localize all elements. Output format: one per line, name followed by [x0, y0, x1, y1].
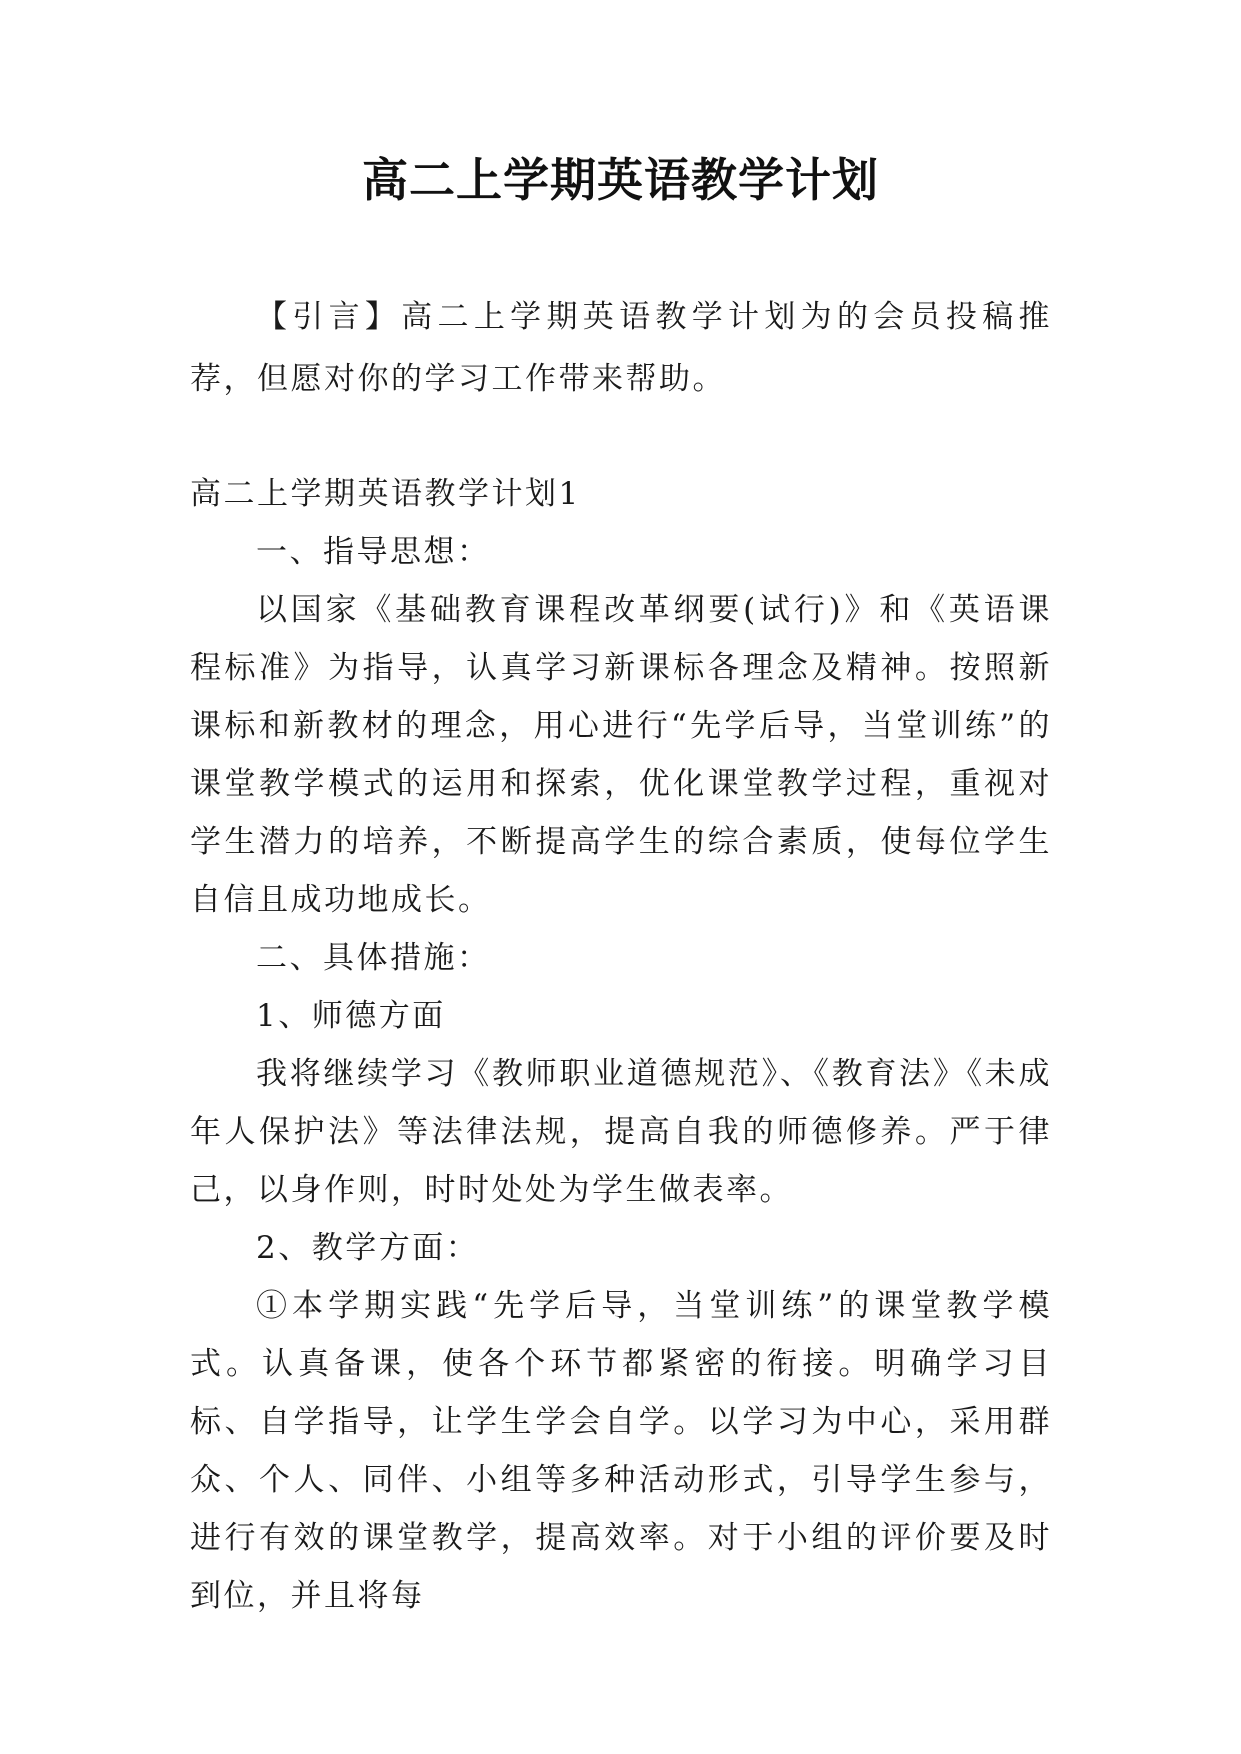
subheading-teacher-ethics: 1、师德方面 [256, 998, 446, 1034]
paragraph-teaching: ①本学期实践“先学后导，当堂训练”的课堂教学模式。认真备课，使各个环节都紧密的衔接。明确学习目标、自学指导，让学生学会自学。以学习为中心，采用群众、个人、同伴、小组等多种活动形式，引导学生参与，进行有效的课堂教学，提高效率。对于小组的评价要及时到位，并且将每 [190, 1288, 1052, 1614]
paragraph-guiding-ideology: 以国家《基础教育课程改革纲要(试行)》和《英语课程标准》为指导，认真学习新课标各理念及精神。按照新课标和新教材的理念，用心进行“先学后导，当堂训练”的课堂教学模式的运用和探索，优化课堂教学过程，重视对学生潜力的培养，不断提高学生的综合素质，使每位学生自信且成功地成长。 [190, 592, 1052, 918]
intro-paragraph: 【引言】高二上学期英语教学计划为的会员投稿推荐，但愿对你的学习工作带来帮助。 [190, 299, 1052, 397]
section-heading: 高二上学期英语教学计划1 [190, 476, 581, 512]
plan-section [190, 465, 1052, 1625]
document-title: 高二上学期英语教学计划 [362, 153, 879, 207]
paragraph-teacher-ethics: 我将继续学习《教师职业道德规范》、《教育法》《未成年人保护法》等法律法规，提高自我的师德修养。严于律己，以身作则，时时处处为学生做表率。 [190, 1056, 1052, 1208]
heading-guiding-ideology: 一、指导思想： [256, 534, 491, 570]
subheading-teaching: 2、教学方面： [256, 1230, 480, 1266]
heading-specific-measures: 二、具体措施： [256, 940, 491, 976]
